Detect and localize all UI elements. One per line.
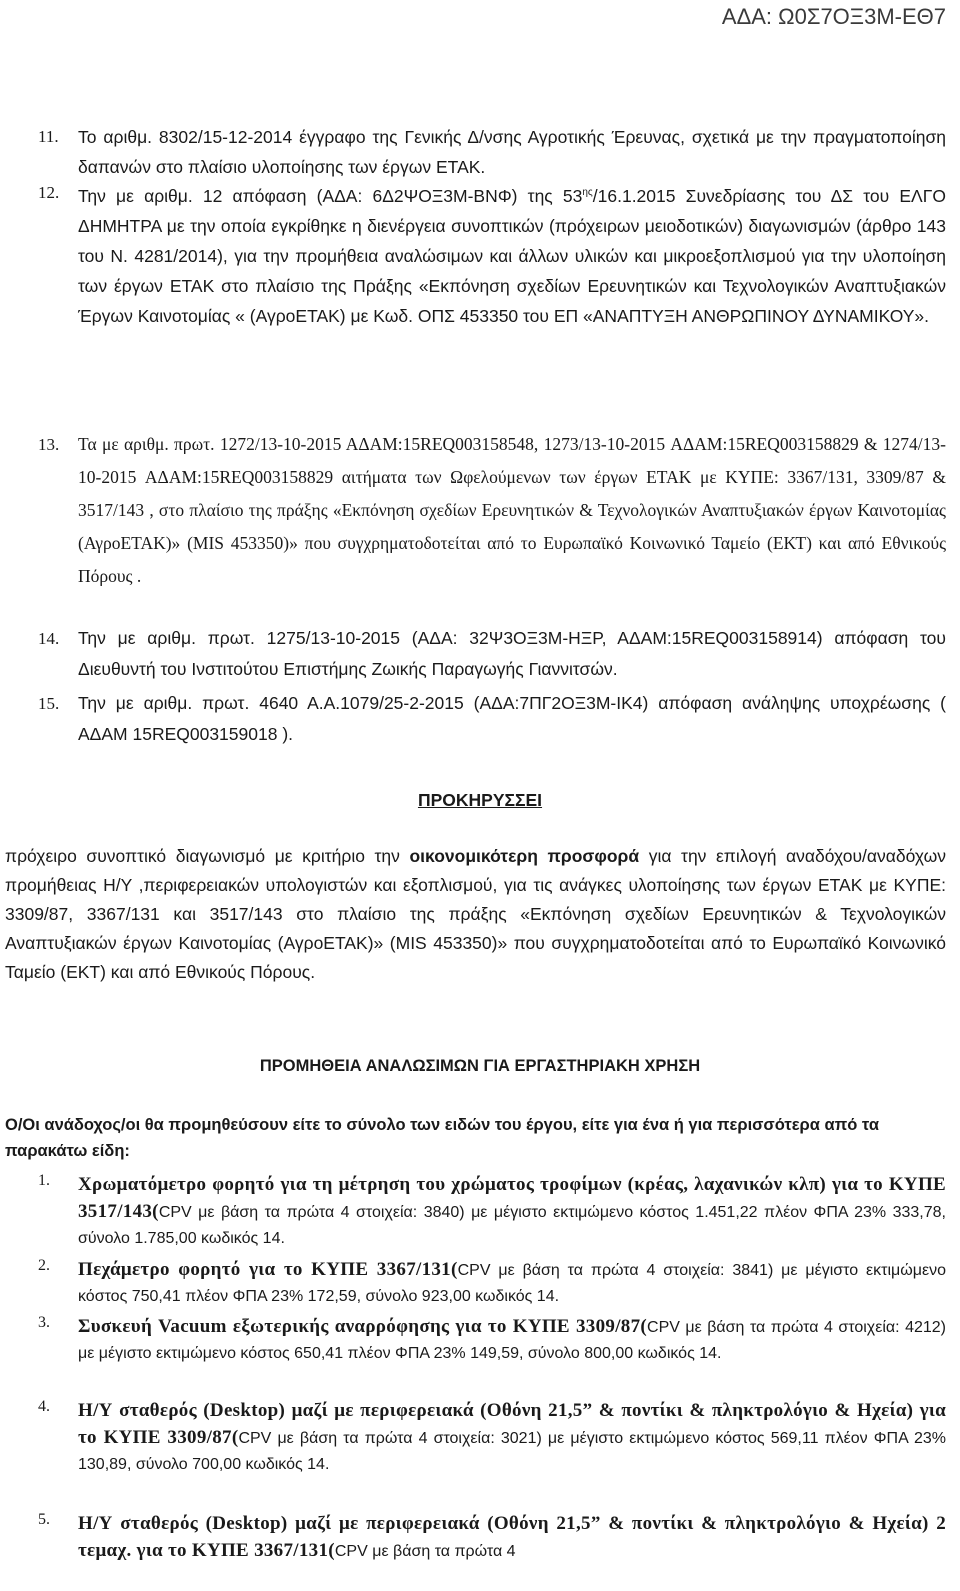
product-name: Πεχάμετρο φορητό για το ΚΥΠΕ 3367/131( bbox=[78, 1259, 458, 1280]
paragraph-text: για την επιλογή αναδόχου/αναδόχων προμήθειας Η/Υ ,περιφερειακών υπολογιστών και εξοπλισμού, για τις ανάγκες υλοποίησης των έργων ΕΤΑΚ με ΚΥΠΕ: 3309/87, 3367/131 και 3517/143 στο πλαίσιο της πράξης «Εκπόνηση σχεδίων Ερευνητικών & Τεχνολογικών Αναπτυξιακών έργων Καινοτομίας (ΑγροΕΤΑΚ)» (MIS 453350)» που συγχρηματοδοτείται από το Ευρωπαϊκό Κοινωνικό Ταμείο (ΕΚΤ) και από Εθνικούς Πόρους. bbox=[5, 846, 946, 982]
item-text-part: /16.1.2015 Συνεδρίασης του ΔΣ του ΕΛΓΟ ΔΗΜΗΤΡΑ με την οποία εγκρίθηκε η διενέργεια συνοπτικών (πρόχειρων μειοδοτικών) διαγωνισμών (άρθρο 143 του Ν. 4281/2014), για την προμήθεια αναλώσιμων και άλλων υλικών και μικροεξοπλισμού για την υλοποίηση των έργων ΕΤΑΚ στο πλαίσιο της Πράξης «Εκπόνηση σχεδίων Ερευνητικών και Τεχνολογικών Αναπτυξιακών Έργων Καινοτομίας « (ΑγροΕΤΑΚ) με Κωδ. ΟΠΣ 453350 του ΕΠ «ΑΝΑΠΤΥΞΗ ΑΝΘΡΩΠΙΝΟΥ ΔΥΝΑΜΙΚΟΥ». bbox=[78, 185, 946, 326]
list-item-14 bbox=[0, 623, 960, 685]
product-number: 4. bbox=[38, 1398, 50, 1415]
item-number: 11. bbox=[38, 127, 59, 146]
product-details: CPV με βάση τα πρώτα 4 στοιχεία: 3840) με μέγιστο εκτιμώμενο κόστος 1.451,22 πλέον ΦΠΑ 23% 333,78, σύνολο 1.785,00 κωδικός 14. bbox=[78, 1204, 946, 1247]
product-item bbox=[0, 1257, 960, 1310]
section-heading: ΠΡΟΚΗΡΥΣΣΕΙ bbox=[417, 790, 543, 810]
list-item-12 bbox=[0, 178, 960, 331]
product-number: 1. bbox=[38, 1172, 50, 1189]
item-text bbox=[78, 178, 946, 331]
product-details: CPV με βάση τα πρώτα 4 bbox=[334, 1543, 516, 1560]
item-text: Την με αριθμ. πρωτ. 1275/13-10-2015 (ΑΔΑ: 32Ψ3ΟΞ3Μ-ΗΞΡ, ΑΔΑΜ:15REQ003158914) απόφαση του Διευθυντή του Ινστιτούτου Επιστήμης Ζωικής Παραγωγής Γιαννιτσών. bbox=[78, 628, 946, 679]
item-text-part: Την με αριθμ. 12 απόφαση (ΑΔΑ: 6Δ2ΨΟΞ3Μ-ΒΝΦ) της 53 bbox=[78, 185, 583, 206]
item-number: 14. bbox=[38, 629, 60, 648]
product-name: Χρωματόμετρο φορητό για τη μέτρηση του χρώματος τροφίμων (κρέας, λαχανικών κλπ) για το ΚΥΠΕ 3517/143( bbox=[78, 1174, 946, 1222]
document-code: ΑΔΑ: Ω0Σ7ΟΞ3Μ-ΕΘ7 bbox=[721, 4, 946, 29]
product-name: Συσκευή Vacuum εξωτερικής αναρρόφησης για το ΚΥΠΕ 3309/87( bbox=[78, 1316, 648, 1337]
item-text: Τα με αριθμ. πρωτ. 1272/13-10-2015 ΑΔΑΜ:15REQ003158548, 1273/13-10-2015 ΑΔΑΜ:15REQ003158829 & 1274/13-10-2015 ΑΔΑΜ:15REQ003158829 αιτήματα των Ωφελούμενων των έργων ΕΤΑΚ με ΚΥΠΕ: 3367/131, 3309/87 & 3517/143 , στο πλαίσιο της πράξης «Εκπόνηση σχεδίων Ερευνητικών & Τεχνολογικών Αναπτυξιακών έργων Καινοτομίας (ΑγροΕΤΑΚ)» (MIS 453350)» που συγχρηματοδοτείται από το Ευρωπαϊκό Κοινωνικό Ταμείο (ΕΚΤ) και από Εθνικούς Πόρους . bbox=[78, 434, 946, 586]
product-details: CPV με βάση τα πρώτα 4 στοιχεία: 3021) με μέγιστο εκτιμώμενο κόστος 569,11 πλέον ΦΠΑ 23% 130,89, σύνολο 700,00 κωδικός 14. bbox=[78, 1430, 946, 1473]
product-text bbox=[78, 1257, 946, 1310]
item-number: 13. bbox=[38, 435, 60, 454]
announcement-paragraph bbox=[5, 842, 946, 987]
item-number: 15. bbox=[38, 694, 60, 713]
product-number: 5. bbox=[38, 1511, 50, 1528]
paragraph-text: πρόχειρο συνοπτικό διαγωνισμό με κριτήριο την bbox=[5, 846, 410, 866]
product-number: 3. bbox=[38, 1314, 50, 1331]
product-text bbox=[78, 1398, 946, 1478]
product-text bbox=[78, 1314, 946, 1367]
list-item-11 bbox=[0, 122, 960, 182]
item-text: Την με αριθμ. πρωτ. 4640 Α.Α.1079/25-2-2015 (ΑΔΑ:7ΠΓ2ΟΞ3Μ-ΙΚ4) απόφαση ανάληψης υποχρέωσης ( ΑΔΑΜ 15REQ003159018 ). bbox=[78, 693, 946, 744]
list-item-15 bbox=[0, 688, 960, 750]
product-name: Η/Υ σταθερός (Desktop) μαζί με περιφερειακά (Οθόνη 21,5” & ποντίκι & πληκτρολόγιο & Ηχεία) για το ΚΥΠΕ 3309/87( bbox=[78, 1400, 946, 1448]
item-number: 12. bbox=[38, 183, 60, 202]
product-item bbox=[0, 1172, 960, 1252]
product-item bbox=[0, 1511, 960, 1565]
item-text: Το αριθμ. 8302/15-12-2014 έγγραφο της Γενικής Δ/νσης Αγροτικής Έρευνας, σχετικά με την πραγματοποίηση δαπανών στο πλαίσιο υλοποίησης των έργων ΕΤΑΚ. bbox=[78, 127, 946, 177]
product-details: CPV με βάση τα πρώτα 4 στοιχεία: 3841) με μέγιστο εκτιμώμενο κόστος 750,41 πλέον ΦΠΑ 23% 172,59, σύνολο 923,00 κωδικός 14. bbox=[78, 1262, 946, 1305]
product-name: Η/Υ σταθερός (Desktop) μαζί με περιφερειακά (Οθόνη 21,5” & ποντίκι & πληκτρολόγιο & Ηχεία) 2 τεμαχ. για το ΚΥΠΕ 3367/131( bbox=[78, 1513, 946, 1561]
product-text bbox=[78, 1511, 946, 1565]
list-item-13 bbox=[0, 428, 960, 593]
product-number: 2. bbox=[38, 1257, 50, 1274]
product-item bbox=[0, 1314, 960, 1367]
product-item bbox=[0, 1398, 960, 1478]
product-text bbox=[78, 1172, 946, 1252]
paragraph-bold-text: οικονομικότερη προσφορά bbox=[409, 846, 640, 866]
superscript: ης bbox=[582, 187, 593, 198]
intro-text: Ο/Οι ανάδοχος/οι θα προμηθεύσουν είτε το σύνολο των ειδών του έργου, είτε για ένα ή για περισσότερα από τα παρακάτω είδη: bbox=[5, 1116, 879, 1160]
subsection-heading: ΠΡΟΜΗΘΕΙΑ ΑΝΑΛΩΣΙΜΩΝ ΓΙΑ ΕΡΓΑΣΤΗΡΙΑΚΗ ΧΡΗΣΗ bbox=[259, 1057, 701, 1075]
product-details: CPV με βάση τα πρώτα 4 στοιχεία: 4212) με μέγιστο εκτιμώμενο κόστος 650,41 πλέον ΦΠΑ 23% 149,59, σύνολο 800,00 κωδικός 14. bbox=[78, 1319, 946, 1362]
